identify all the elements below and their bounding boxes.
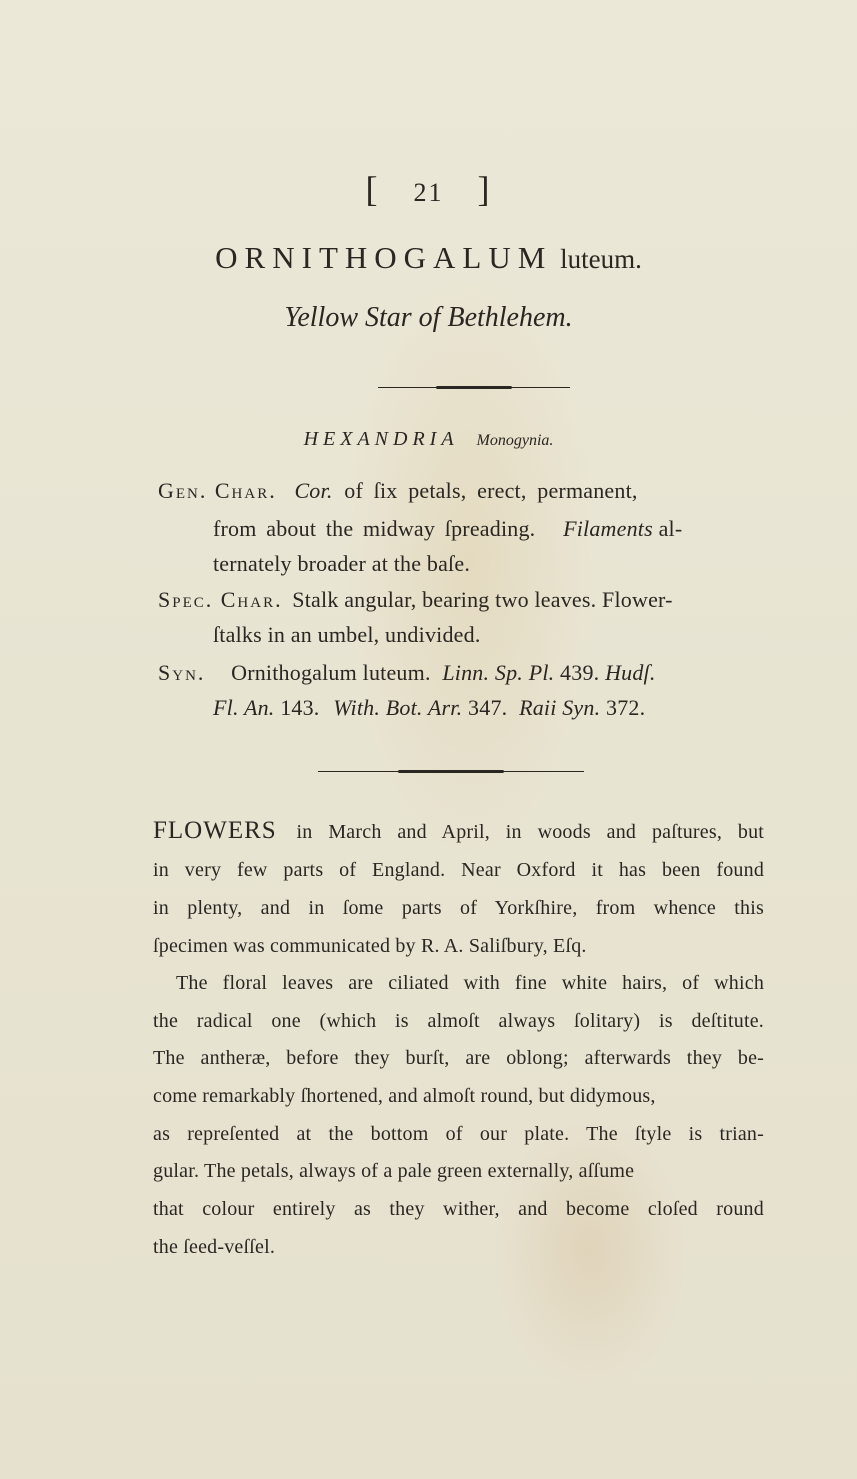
gen-char-line-2	[213, 516, 682, 542]
page-number-value: 21	[413, 178, 444, 207]
description-line: gular. The petals, always of a pale green externally, aſſume	[153, 1160, 635, 1182]
gen-char-line-2-text: from about the midway ſpreading.	[213, 516, 536, 541]
description-line: the radical one (which is almoſt always ſolitary) is deſtitute.	[153, 1010, 764, 1032]
synonyms-ref-flora-anglica: Fl. An.	[213, 695, 275, 720]
page-number	[0, 168, 857, 210]
page-number-close-bracket: ]	[477, 169, 492, 209]
description-lead-word: FLOWERS	[153, 817, 277, 844]
spec-char-label: Spec. Char.	[158, 587, 283, 612]
synonyms-num-143: 143.	[280, 695, 320, 720]
divider-rule-top	[378, 387, 570, 388]
gen-char-filaments: Filaments	[563, 516, 653, 541]
description-line: in plenty, and in ſome parts of Yorkſhire, from whence this	[153, 897, 764, 919]
description-line: that colour entirely as they wither, and become cloſed round	[153, 1198, 764, 1220]
gen-char-line-1-text: of ſix petals, erect, permanent,	[344, 478, 638, 503]
description-line: in very few parts of England. Near Oxford it has been found	[153, 859, 765, 881]
order-name: Monogynia.	[476, 432, 554, 449]
page-number-open-bracket: [	[365, 169, 380, 209]
synonyms-name: Ornithogalum luteum.	[231, 660, 431, 685]
gen-char-line-1	[158, 478, 638, 504]
synonyms-num-372: 372.	[606, 695, 646, 720]
synonyms-ref-linnaeus: Linn. Sp. Pl.	[442, 660, 555, 685]
synonyms-line-2	[213, 695, 645, 721]
description-line: the ſeed-veſſel.	[153, 1236, 276, 1258]
description-line	[153, 817, 764, 845]
classification-heading	[0, 428, 857, 451]
description-line: The floral leaves are ciliated with fine white hairs, of which	[176, 972, 765, 994]
synonyms-num-439: 439.	[560, 660, 600, 685]
gen-char-cor: Cor.	[294, 478, 333, 503]
gen-char-line-3: ternately broader at the baſe.	[213, 551, 471, 576]
description-line: The antheræ, before they burſt, are oblong; afterwards they be-	[153, 1047, 765, 1069]
class-name: HEXANDRIA	[303, 428, 459, 450]
gen-char-line-2-end: al-	[658, 516, 683, 541]
spec-char-line-1	[158, 587, 673, 613]
synonyms-ref-withering: With. Bot. Arr.	[333, 695, 463, 720]
page-title	[0, 240, 857, 276]
synonyms-ref-ray: Raii Syn.	[519, 695, 601, 720]
synonyms-line-1	[158, 660, 656, 686]
gen-char-label: Gen. Char.	[158, 478, 277, 503]
spec-char-line-1-text: Stalk angular, bearing two leaves. Flower-	[292, 587, 673, 612]
synonyms-label: Syn.	[158, 660, 206, 685]
description-line: come remarkably ſhortened, and almoſt round, but didymous,	[153, 1085, 656, 1107]
description-line: as repreſented at the bottom of our plate. The ſtyle is trian-	[153, 1123, 764, 1145]
synonyms-ref-hudson: Hudſ.	[605, 660, 656, 685]
description-text: in March and April, in woods and paſtures, but	[296, 821, 765, 843]
title-species: luteum.	[560, 244, 642, 274]
synonyms-num-347: 347.	[468, 695, 508, 720]
common-name: Yellow Star of Bethlehem.	[284, 302, 573, 333]
description-line: ſpecimen was communicated by R. A. Saliſbury, Eſq.	[153, 935, 587, 957]
title-genus: ORNITHOGALUM	[215, 240, 553, 275]
divider-rule-bottom	[318, 771, 584, 772]
spec-char-line-2: ſtalks in an umbel, undivided.	[213, 622, 481, 647]
